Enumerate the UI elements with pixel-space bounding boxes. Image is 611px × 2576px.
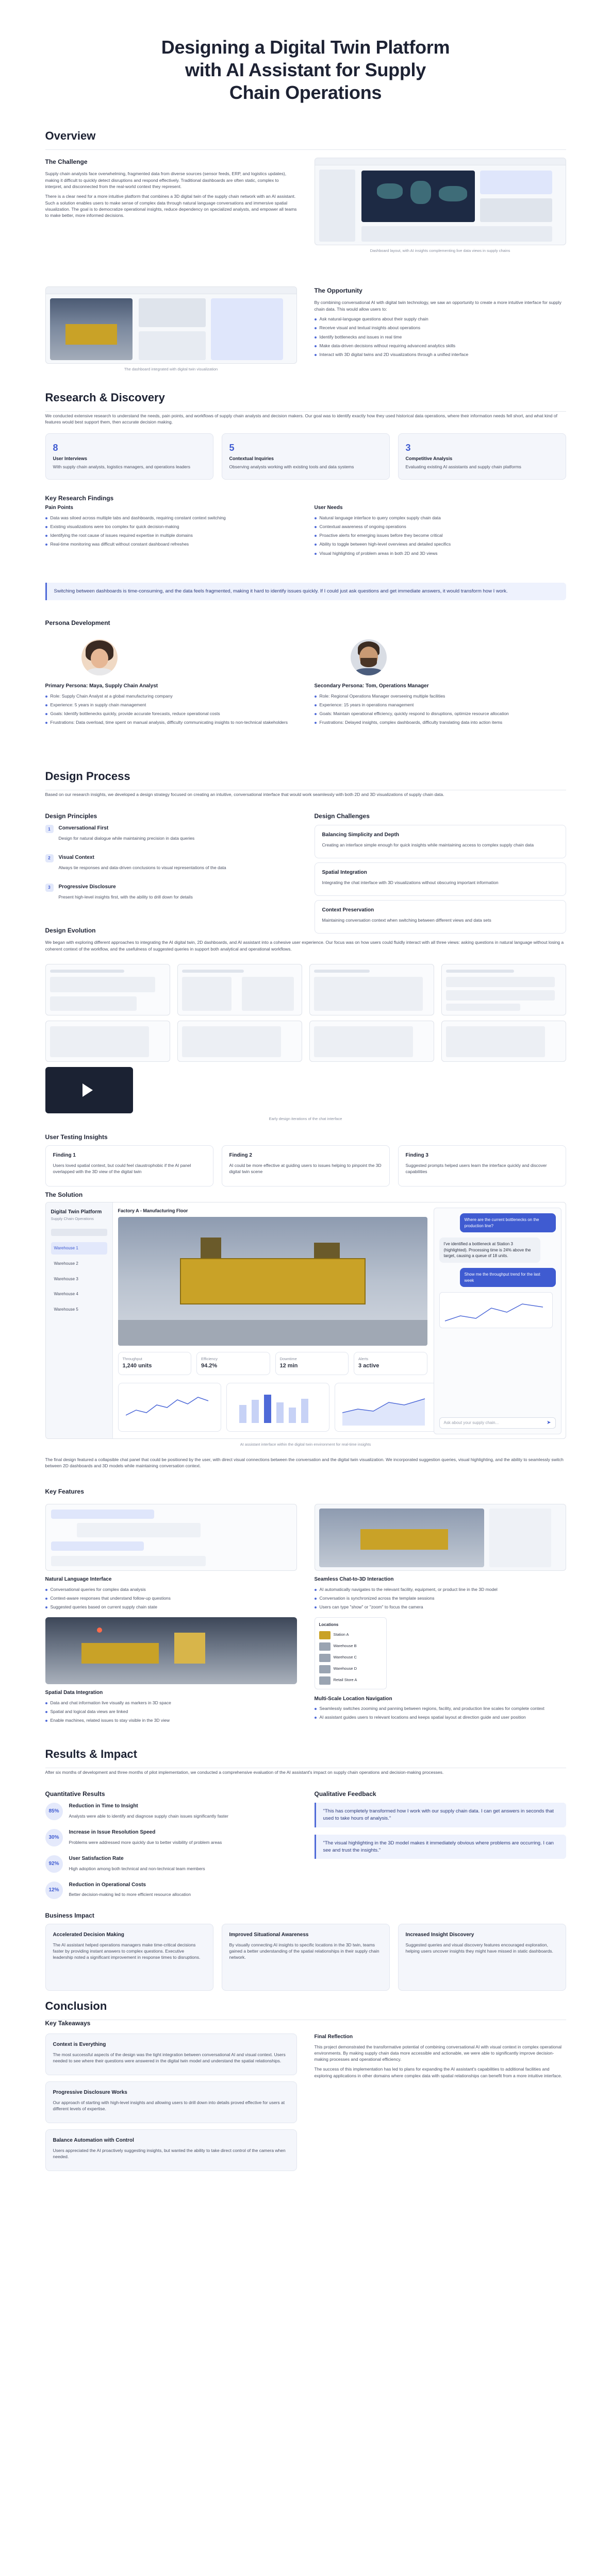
research-stats	[45, 433, 566, 480]
results-row	[45, 1790, 566, 1908]
features-title: Key Features	[45, 1488, 84, 1495]
quant-item	[45, 1882, 297, 1902]
list-item: Context-aware responses that understand follow-up questions	[45, 1595, 297, 1601]
kpi-card	[275, 1352, 349, 1375]
avatar	[81, 639, 118, 675]
chat-message-user: Where are the current bottlenecks on the production line?	[460, 1213, 556, 1232]
list-item: Data was siloed across multiple tabs and dashboards, requiring constant context switching	[45, 515, 297, 521]
challenge-card-desc: Integrating the chat interface with 3D visualizations without obscuring important information	[322, 879, 499, 885]
fig-dashboard-map	[315, 152, 566, 286]
persona-title: Secondary Persona: Tom, Operations Manager	[314, 683, 429, 689]
final-reflection	[315, 2033, 566, 2171]
takeaways-title: Key Takeaways	[45, 2020, 91, 2027]
list-item: Identify bottlenecks and issues in real time	[315, 334, 566, 340]
wireframe	[177, 964, 302, 1015]
finding-card	[45, 1145, 213, 1187]
multi-title: Multi-Scale Location Navigation	[314, 1696, 392, 1702]
pain-title: Pain Points	[45, 505, 73, 511]
quant-item	[45, 1803, 297, 1823]
quant-title: Quantitative Results	[45, 1790, 105, 1798]
qual-feedback	[315, 1790, 566, 1908]
location-thumbnail	[319, 1654, 331, 1662]
opportunity-intro: By combining conversational AI with digital twin technology, we saw an opportunity to create a more intuitive interface for supply chain data. This would allow users to:	[314, 300, 562, 312]
list-item: Enable machines, related issues to stay visible in the 3D view	[45, 1717, 297, 1723]
ai-chat-panel	[434, 1208, 562, 1434]
wireframe-row	[45, 964, 566, 1021]
solution-title: The Solution	[45, 1191, 83, 1198]
stat-desc: Observing analysts working with existing tools and data systems	[229, 464, 354, 470]
impact-title: Improved Situational Awareness	[229, 1932, 309, 1938]
list-item: Goals: Maintain operational efficiency, quickly respond to disruptions, optimize resource allocation	[315, 710, 566, 717]
persona-title: Primary Persona: Maya, Supply Chain Analyst	[45, 683, 158, 689]
challenge-card	[315, 862, 566, 896]
list-item: Existing visualizations were too complex for quick decision-making	[45, 523, 297, 530]
impact-title: Increased Insight Discovery	[405, 1932, 474, 1938]
qual-title: Qualitative Feedback	[314, 1790, 376, 1798]
list-item: AI automatically navigates to the relevant facility, equipment, or product line in the 3D model	[315, 1586, 566, 1592]
impact-card	[45, 1924, 213, 1991]
features-row-1	[45, 1504, 566, 1612]
list-item: Users can type "show" or "zoom" to focus the camera	[315, 1604, 566, 1610]
impact-card	[222, 1924, 390, 1991]
opportunity-list	[315, 316, 566, 358]
quant-item-title: Reduction in Operational Costs	[69, 1882, 146, 1888]
solution-p-wrap	[45, 1452, 566, 1483]
stat-card	[222, 433, 390, 480]
list-item: Role: Supply Chain Analyst at a global manufacturing company	[45, 693, 297, 699]
overview-header	[45, 128, 566, 152]
list-item: Ability to toggle between high-level overviews and detailed specifics	[315, 541, 566, 547]
stat-label: Competitive Analysis	[405, 456, 453, 462]
location-thumbnail	[319, 1665, 331, 1673]
location-item[interactable]	[319, 1642, 382, 1651]
seamless-visual	[315, 1504, 566, 1612]
chart-row	[118, 1383, 427, 1432]
finding-desc: AI could be more effective at guiding users to issues helping to pinpoint the 3D digital twin scene	[229, 1162, 382, 1174]
kpi-card	[118, 1352, 192, 1375]
reflection-p: The success of this implementation has led to plans for expanding the AI assistant's capabilities to additional facilities and exploring applications in other domains where complex data with spatial relationships can benefit from a more intuitive interface.	[314, 2066, 563, 2078]
kpi-card	[196, 1352, 270, 1375]
app-subtitle: Supply Chain Operations	[51, 1216, 94, 1221]
research-quote: Switching between dashboards is time-consuming, and the data feels fragmented, making it hard to identify issues quickly. If I could just ask questions and get immediate answers, it would transform how I work.	[45, 583, 566, 600]
list-item: Real-time monitoring was difficult without constant dashboard refreshes	[45, 541, 297, 547]
persona-title: Persona Development	[45, 619, 110, 626]
takeaways-heading-wrap	[45, 2019, 566, 2033]
conclusion-header	[45, 1991, 566, 2019]
features-row-2	[45, 1612, 566, 1741]
mini-chart	[226, 1383, 329, 1432]
sidebar-item[interactable]: Warehouse 4	[54, 1292, 78, 1297]
takeaway-desc: The most successful aspects of the design was the tight integration between conversational AI and visual context. Users needed to see where their questions were answered in the digital twin model and understand the spatial relationships.	[53, 2052, 286, 2063]
divider	[45, 149, 566, 150]
persona-maya	[45, 639, 297, 763]
list-item: AI assistant guides users to relevant locations and keeps spatial layout at direction guide and user position	[315, 1714, 566, 1720]
persona-tom	[315, 639, 566, 763]
takeaway-desc: Our approach of starting with high-level insights and allowing users to drill down into details proved effective for users at different levels of expertise.	[53, 2099, 285, 2111]
location-thumbnail	[319, 1642, 331, 1651]
testing-findings	[45, 1145, 566, 1187]
mini-chart	[335, 1383, 438, 1432]
evolution-title: Design Evolution	[45, 927, 96, 934]
wireframe-row-2	[45, 1021, 566, 1067]
quant-item-title: Reduction in Time to Insight	[69, 1803, 138, 1809]
page-title: Designing a Digital Twin Platform with AI Assistant for Supply Chain Operations	[161, 37, 450, 103]
list-item: Receive visual and textual insights about operations	[315, 325, 566, 331]
line-chart-graphic	[126, 1389, 213, 1426]
principle-item	[45, 854, 297, 874]
quant-item	[45, 1855, 297, 1875]
quant-item-desc: Problems were addressed more quickly due to better visibility of problem areas	[69, 1839, 222, 1845]
kpi-row	[118, 1352, 427, 1375]
list-item: Interact with 3D digital twins and 2D visualizations through a unified interface	[315, 351, 566, 358]
nli-screenshot	[45, 1504, 297, 1571]
takeaway-title: Progressive Disclosure Works	[53, 2090, 127, 2096]
conclusion-row	[45, 2033, 566, 2171]
list-item: Natural language interface to query complex supply chain data	[315, 515, 566, 521]
sidebar-item[interactable]: Warehouse 3	[54, 1276, 78, 1281]
location-item[interactable]	[319, 1676, 382, 1685]
kpi-value: 1,240 units	[122, 1362, 152, 1369]
impact-card	[398, 1924, 566, 1991]
features-heading-wrap	[45, 1483, 566, 1504]
list-item: Contextual awareness of ongoing operations	[315, 523, 566, 530]
solution-p: The final design featured a collapsible chat panel that could be positioned by the user, with direct visual connections between the conversation and the digital twin visualization. We incorporated suggestion queries, visual highlighting, and the ability to seamlessly switch between 2D dashboards and 3D models while maintaining conversation context.	[45, 1457, 564, 1469]
biz-title: Business Impact	[45, 1912, 94, 1919]
challenge-card-title: Spatial Integration	[322, 870, 367, 876]
opportunity-title: The Opportunity	[314, 287, 362, 294]
quant-item	[45, 1829, 297, 1849]
quant-item-desc: Analysts were able to identify and diagnose supply chain issues significantly faster	[69, 1813, 228, 1819]
results-intro: After six months of development and three months of pilot implementation, we conducted a comprehensive evaluation of the AI assistant's impact on supply chain operations and decision-making processes.	[45, 1770, 444, 1775]
sidebar-search-input[interactable]	[51, 1229, 107, 1236]
list-item: Ask natural-language questions about their supply chain	[315, 316, 566, 322]
results-intro-wrap	[45, 1769, 566, 1790]
principles-title: Design Principles	[45, 812, 97, 820]
biz-impact	[45, 1924, 566, 1991]
principle-desc: Present high-level insights first, with the ability to drill down for details	[58, 894, 193, 900]
principle-item	[45, 884, 297, 904]
finding-card	[222, 1145, 390, 1187]
chat-message-user: Show me the throughput trend for the last week	[460, 1268, 556, 1287]
testing-heading-wrap	[45, 1129, 566, 1145]
chat-placeholder: Ask about your supply chain...	[443, 1420, 499, 1426]
spatial-screenshot	[45, 1617, 297, 1684]
sidebar-item[interactable]: Warehouse 2	[54, 1261, 78, 1266]
list-item: Goals: Identify bottlenecks quickly, provide accurate forecasts, reduce operational costs	[45, 710, 297, 717]
finding-desc: Users loved spatial context, but could feel claustrophobic if the AI panel overlapped with the 3D view of the digital twin	[53, 1162, 191, 1174]
research-title: Research & Discovery	[45, 391, 165, 404]
quant-item-title: User Satisfaction Rate	[69, 1856, 124, 1862]
feedback-quote: "The visual highlighting in the 3D model makes it immediately obvious where problems are occurring. I can see and trust the insights."	[315, 1835, 566, 1859]
principle-title: Conversational First	[58, 825, 109, 832]
locations-title: Locations	[319, 1622, 339, 1627]
reflection-p: This project demonstrated the transformative potential of combining conversational AI with visual context in complex operational environments. By making supply chain data more accessible and actionable, we were able to significantly improve decision-making processes and operational efficiency.	[314, 2044, 562, 2062]
challenge-card-title: Balancing Simplicity and Depth	[322, 832, 399, 838]
solution-heading-wrap	[45, 1187, 566, 1202]
location-item[interactable]	[319, 1654, 382, 1662]
principles-row	[45, 812, 566, 923]
mini-chart	[118, 1383, 221, 1432]
finding-card	[398, 1145, 566, 1187]
takeaway-title: Balance Automation with Control	[53, 2138, 134, 2144]
quant-results	[45, 1790, 297, 1908]
research-intro-wrap	[45, 413, 566, 433]
list-item: Suggested queries based on current supply chain state	[45, 1604, 297, 1610]
kpi-label: Alerts	[358, 1357, 369, 1361]
seamless-title: Seamless Chat-to-3D Interaction	[314, 1577, 394, 1582]
challenge-p2: There is a clear need for a more intuitive platform that combines a 3D digital twin of the supply chain network with an AI assistant. Such a solution enables users to make sense of complex data through natural language conversations and immersive spatial visualization. The goal is to democratize operational insights, reduce dependency on specialized analysts, and empower all teams to make better, more informed decisions.	[45, 194, 297, 218]
video-thumbnail[interactable]	[45, 1067, 133, 1113]
video-wrap	[45, 1067, 566, 1129]
wireframe	[45, 964, 170, 1015]
fig-digital-twin	[45, 286, 297, 384]
locations-panel	[315, 1617, 387, 1689]
stat-card	[45, 433, 213, 480]
needs-title: User Needs	[314, 505, 343, 511]
list-item: Proactive alerts for emerging issues before they become critical	[315, 532, 566, 538]
principle-number: 1	[45, 825, 54, 833]
nli-visual	[45, 1504, 297, 1612]
list-item: Data and chat information live visually as markers in 3D space	[45, 1700, 297, 1706]
challenge-title: The Challenge	[45, 158, 88, 165]
list-item: Visual highlighting of problem areas in both 2D and 3D views	[315, 550, 566, 556]
impact-title: Accelerated Decision Making	[53, 1932, 124, 1938]
sidebar-item[interactable]: Warehouse 1	[51, 1242, 107, 1255]
takeaways	[45, 2033, 297, 2171]
quant-item-desc: High adoption among both technical and non-technical team members	[69, 1866, 205, 1871]
solution-app	[45, 1202, 566, 1439]
list-item: Frustrations: Delayed insights, complex dashboards, difficulty translating data into action items	[315, 719, 566, 725]
stat-label: User Interviews	[53, 456, 88, 462]
impact-desc: By visually connecting AI insights to specific locations in the 3D twin, teams gained a better understanding of the spatial relationships in their supply chain network.	[229, 1942, 379, 1960]
impact-desc: Suggested queries and visual discovery features encouraged exploration, helping users uncover insights they might have missed in static dashboards.	[405, 1942, 553, 1954]
view-title: Factory A - Manufacturing Floor	[118, 1208, 188, 1213]
kpi-value: 94.2%	[201, 1362, 218, 1369]
location-label: Warehouse C	[333, 1655, 357, 1660]
principle-number: 2	[45, 854, 54, 862]
quote-wrap	[45, 583, 566, 619]
spatial-block	[45, 1689, 297, 1723]
evolution-caption: Early design iterations of the chat interface	[269, 1116, 342, 1121]
solution-caption: AI assistant interface within the digital twin environment for real-time insights	[240, 1442, 371, 1447]
wireframe	[309, 964, 434, 1015]
list-item: Seamlessly switches zooming and panning between regions, facility, and production line scales for complete context	[315, 1705, 566, 1711]
avatar	[351, 639, 387, 675]
wireframe	[177, 1021, 302, 1062]
location-label: Warehouse B	[333, 1643, 357, 1649]
findings-title: Key Research Findings	[45, 495, 114, 502]
research-header	[45, 384, 566, 413]
nli-title: Natural Language Interface	[45, 1577, 112, 1582]
challenge-card	[315, 825, 566, 858]
stat-number: 3	[405, 443, 411, 453]
quant-number: 85%	[45, 1803, 63, 1820]
evolution-p: We began with exploring different approaches to integrating the AI digital twin, 2D dashboards, and AI assistant into a cohesive user experience. Our focus was on how users could fluidly interact with all three views: asking questions in natural language without losing a coherent context of the workflow, and the usefulness of suggested queries in support both analytical and operational workflows.	[45, 940, 564, 952]
findings-heading-wrap	[45, 480, 566, 500]
impact-desc: The AI assistant helped operations managers make time-critical decisions faster by providing instant answers to complex questions. Executive leadership noted a significant improvement in response times to disruptions.	[53, 1942, 201, 1960]
kpi-value: 12 min	[279, 1362, 298, 1369]
finding-title: Finding 3	[405, 1153, 428, 1158]
challenge-card-title: Context Preservation	[322, 907, 374, 913]
list-item: Spatial and logical data views are linked	[45, 1708, 297, 1715]
quant-number: 12%	[45, 1882, 63, 1899]
challenge-card	[315, 900, 566, 934]
takeaway-title: Context is Everything	[53, 2042, 106, 2047]
principle-desc: Design for natural dialogue while maintaining precision in data queries	[58, 835, 195, 841]
takeaway-card	[45, 2129, 297, 2171]
warehouse-render	[50, 298, 133, 360]
multi-visual	[315, 1617, 566, 1741]
overview-title: Overview	[45, 129, 96, 142]
quant-item-title: Increase in Issue Resolution Speed	[69, 1829, 156, 1836]
results-header	[45, 1741, 566, 1769]
sidebar-item[interactable]: Warehouse 5	[54, 1307, 78, 1312]
list-item: Frustrations: Data overload, time spent on manual analysis, difficulty communicating insights to non-technical stakeholders	[45, 719, 297, 725]
finding-title: Finding 2	[229, 1153, 252, 1158]
research-intro: We conducted extensive research to understand the needs, pain points, and workflows of supply chain analysts and decision makers. Our goal was to identify exactly how they used historical data operations, where their information needs fell short, and what kind of features would best support them, then accurate decision making.	[45, 413, 557, 425]
send-icon[interactable]: ➤	[547, 1419, 551, 1426]
list-item: Conversational queries for complex data analysis	[45, 1586, 297, 1592]
list-item: Experience: 15 years in operations management	[315, 702, 566, 708]
findings-row	[45, 500, 566, 583]
list-item: Conversation is synchronized across the template sessions	[315, 1595, 566, 1601]
design-header	[45, 763, 566, 791]
nli-block	[45, 1576, 297, 1610]
takeaway-desc: Users appreciated the AI proactively suggesting insights, but wanted the ability to take direct control of the camera when needed.	[53, 2147, 286, 2160]
list-item: Identifying the root cause of issues required expertise in multiple domains	[45, 532, 297, 538]
kpi-label: Efficiency	[201, 1357, 218, 1361]
quant-number: 92%	[45, 1855, 63, 1873]
wireframe	[45, 1021, 170, 1062]
kpi-card	[354, 1352, 427, 1375]
takeaway-card	[45, 2033, 297, 2075]
location-label: Station A	[333, 1632, 349, 1637]
location-label: Retail Store A	[333, 1677, 357, 1683]
principle-desc: Always tie responses and data-driven conclusions to visual representations of the data	[58, 865, 226, 870]
wireframe	[309, 1021, 434, 1062]
location-item[interactable]	[319, 1631, 382, 1639]
challenge-card-desc: Maintaining conversation context when switching between different views and data sets	[322, 917, 491, 923]
app-title: Digital Twin Platform	[51, 1209, 102, 1215]
wireframe	[441, 964, 566, 1015]
design-intro-wrap	[45, 791, 566, 812]
testing-title: User Testing Insights	[45, 1133, 108, 1141]
kpi-label: Downtime	[279, 1357, 297, 1361]
principle-item	[45, 825, 297, 845]
chat-message-ai: I've identified a bottleneck at Station 3 (highlighted). Processing time is 24% above the target, causing a queue of 18 units.	[439, 1238, 540, 1263]
digital-twin-screenshot	[45, 286, 297, 364]
quant-item-desc: Better decision-making led to more efficient resource allocation	[69, 1892, 191, 1897]
stat-desc: With supply chain analysts, logistics managers, and operations leaders	[53, 464, 190, 470]
digital-twin-view[interactable]	[118, 1217, 427, 1346]
stat-number: 8	[53, 443, 58, 453]
quant-number: 30%	[45, 1829, 63, 1846]
challenges-title: Design Challenges	[314, 812, 370, 820]
feedback-quote: "This has completely transformed how I work with our supply chain data. I can get answers in seconds that used to take hours of analysis."	[315, 1803, 566, 1827]
stat-number: 5	[229, 443, 235, 453]
bar-chart-graphic	[234, 1389, 322, 1426]
world-map	[361, 171, 475, 222]
location-thumbnail	[319, 1631, 331, 1639]
list-item: Make data-driven decisions without requiring advanced analytics skills	[315, 343, 566, 349]
results-title: Results & Impact	[45, 1748, 137, 1760]
design-intro: Based on our research insights, we developed a design strategy focused on creating an intuitive, conversational interface that would work seamlessly with both 2D and 3D visualizations of supply chain data.	[45, 792, 444, 797]
finding-title: Finding 1	[53, 1153, 76, 1158]
challenge-card-desc: Creating an interface simple enough for quick insights while maintaining access to complex supply chain data	[322, 842, 534, 848]
design-title: Design Process	[45, 770, 130, 783]
list-item: Role: Regional Operations Manager overseeing multiple facilities	[315, 693, 566, 699]
opportunity-block	[315, 286, 566, 384]
chat-trend-chart	[439, 1292, 553, 1328]
location-thumbnail	[319, 1676, 331, 1685]
opportunity-row	[45, 286, 566, 384]
principle-number: 3	[45, 884, 54, 892]
seamless-block	[315, 1576, 566, 1610]
play-icon[interactable]	[82, 1083, 93, 1097]
seamless-screenshot	[315, 1504, 566, 1571]
pain-points	[45, 504, 297, 583]
challenges	[314, 812, 566, 923]
principles	[45, 812, 297, 920]
user-needs	[315, 504, 566, 583]
dashboard-screenshot	[315, 158, 566, 245]
personas-row	[45, 639, 566, 763]
fig2-caption: Dashboard layout, with AI insights complementing live data views in supply chains	[370, 248, 510, 253]
challenge-p1: Supply chain analysts face overwhelming, fragmented data from diverse sources (sensor feeds, ERP, and logistics updates), making it difficult to quickly detect disruptions and respond effectively. Traditional dashboards are often static, complex to interpret, and disconnected from the real-world context they represent.	[45, 171, 287, 190]
stat-label: Contextual Inquiries	[229, 456, 274, 462]
chat-input[interactable]	[439, 1417, 556, 1429]
spatial-title: Spatial Data Integration	[45, 1690, 103, 1696]
challenge-row	[45, 152, 566, 286]
multi-block	[315, 1696, 566, 1721]
challenge-block	[45, 152, 297, 286]
app-sidebar	[46, 1202, 113, 1439]
fig1-caption: The dashboard integrated with digital twin visualization	[124, 367, 218, 371]
kpi-value: 3 active	[358, 1362, 379, 1369]
biz-heading-wrap	[45, 1908, 566, 1924]
location-item[interactable]	[319, 1665, 382, 1673]
finding-desc: Suggested prompts helped users learn the interface quickly and discover capabilities	[405, 1162, 547, 1174]
location-label: Warehouse D	[333, 1666, 357, 1671]
stat-desc: Evaluating existing AI assistants and supply chain platforms	[405, 464, 521, 470]
spatial-visual	[45, 1617, 297, 1741]
principle-title: Progressive Disclosure	[58, 884, 116, 890]
conclusion-title: Conclusion	[45, 1999, 107, 2012]
reflection-title: Final Reflection	[314, 2034, 353, 2040]
conveyor-machine[interactable]	[180, 1258, 366, 1304]
area-chart-graphic	[342, 1389, 430, 1426]
divider	[45, 411, 566, 412]
hero	[0, 0, 611, 128]
takeaway-card	[45, 2081, 297, 2123]
stat-card	[398, 433, 566, 480]
kpi-label: Throughput	[122, 1357, 142, 1361]
wireframe	[441, 1021, 566, 1062]
persona-heading-wrap	[45, 619, 566, 639]
list-item: Experience: 5 years in supply chain management	[45, 702, 297, 708]
principle-title: Visual Context	[58, 855, 94, 861]
